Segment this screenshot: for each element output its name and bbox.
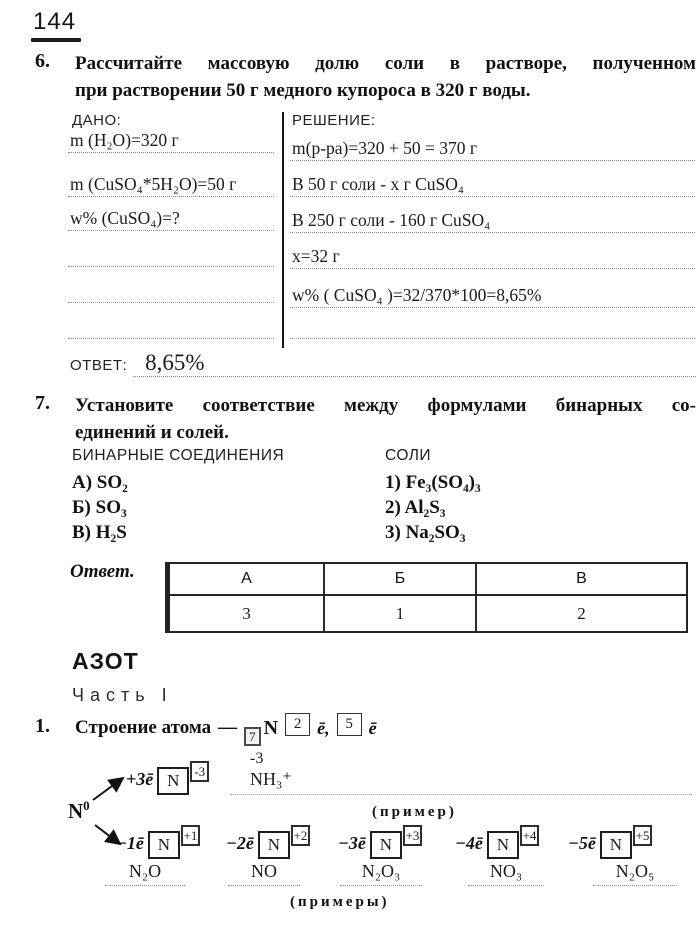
column-divider [282, 112, 284, 348]
loss-prefix: −4ē [455, 833, 483, 853]
answer-table-value-row [170, 596, 686, 631]
page-number: 144 [33, 8, 77, 35]
given-row[interactable]: w% (CuSO₄)=? [68, 197, 274, 231]
loss-unit-1 [116, 824, 200, 859]
loss-prefix: −5ē [568, 833, 596, 853]
salts-header: СОЛИ [385, 447, 432, 464]
list-item: А) SO₂ [72, 472, 128, 493]
given-row[interactable]: m (H₂O)=320 г [68, 128, 274, 153]
atom-structure-line [75, 713, 377, 743]
element-box[interactable]: N [487, 831, 519, 859]
list-item: 3) Na₂SO₃ [385, 522, 466, 543]
charge-box[interactable]: +4 [520, 825, 539, 846]
example-charge: -3 [250, 750, 264, 767]
problem7-statement [75, 392, 696, 446]
page-number-underline [31, 38, 81, 42]
gain-prefix: +3ē [126, 769, 154, 789]
answer-table-header-row [170, 564, 686, 596]
answer-word: Ответ. [70, 561, 135, 582]
solution-row[interactable]: w% ( CuSO₄ )=32/370*100=8,65% [290, 269, 695, 308]
list-item: 2) Al₂S₃ [385, 497, 446, 518]
examples-label: (примеры) [290, 894, 390, 910]
element-box[interactable]: N [600, 831, 632, 859]
electron-symbol: ē [368, 717, 377, 738]
table-value-b[interactable]: 1 [325, 596, 477, 631]
element-box[interactable]: N [148, 831, 180, 859]
list-item: В) H₂S [72, 522, 127, 543]
solution-column [290, 128, 695, 339]
shell2-box[interactable]: 5 [337, 713, 362, 736]
given-row-empty[interactable] [68, 231, 274, 267]
table-header-b: Б [325, 564, 477, 594]
problem6-statement-line2: при растворении 50 г медного купороса в 320 г воды. [75, 80, 531, 101]
loss-prefix: −1ē [116, 833, 144, 853]
binary-compounds-list [72, 470, 128, 545]
solution-row[interactable]: В 250 г соли - 160 г CuSO₄ [290, 197, 695, 233]
given-row[interactable]: m (CuSO₄*5H₂O)=50 г [68, 153, 274, 197]
charge-box[interactable]: +2 [291, 825, 310, 846]
loss-unit-2 [226, 824, 310, 859]
given-row-empty[interactable] [68, 267, 274, 303]
solution-row-empty[interactable] [290, 308, 695, 339]
charge-box[interactable]: +1 [181, 825, 200, 846]
list-item: Б) SO₃ [72, 497, 127, 518]
problem6-number: 6. [35, 50, 50, 72]
solution-row[interactable]: х=32 г [290, 233, 695, 269]
given-label: ДАНО: [72, 112, 122, 129]
table-header-v: В [576, 570, 587, 587]
oxide-formula-4[interactable]: NO₃ [468, 861, 544, 886]
gain-arrow [93, 778, 123, 800]
answer-value: 8,65% [145, 350, 205, 375]
dash: — [218, 717, 238, 738]
element-box[interactable]: N [370, 831, 402, 859]
problem7-statement-line2: единений и солей. [75, 422, 229, 443]
oxide-formula-2[interactable]: NO [228, 861, 300, 886]
oxidation-states-diagram [0, 748, 700, 930]
section-part: Часть I [72, 685, 173, 705]
charge-box[interactable]: +5 [633, 825, 652, 846]
gain-unit [126, 760, 209, 795]
charge-box[interactable]: -3 [190, 761, 209, 782]
loss-unit-4 [455, 824, 539, 859]
example-label: (пример) [372, 804, 457, 820]
section-title: АЗОТ [72, 648, 139, 674]
binary-compounds-header: БИНАРНЫЕ СОЕДИНЕНИЯ [72, 447, 285, 464]
problem7-statement-line1: Установите соответствие между формулами бинарных со- [75, 395, 696, 416]
loss-prefix: −3ē [338, 833, 366, 853]
oxide-formula-3[interactable]: N₂O₃ [340, 861, 422, 886]
item1-title: Строение атома [75, 717, 212, 738]
shell1-box[interactable]: 2 [285, 713, 310, 736]
electron-symbol: ē, [317, 717, 330, 738]
solution-label: РЕШЕНИЕ: [292, 112, 376, 129]
loss-unit-3 [338, 824, 422, 859]
element-box[interactable]: N [258, 831, 290, 859]
table-value-a[interactable]: 3 [170, 596, 325, 631]
solution-row[interactable]: В 50 г соли - х г CuSO₄ [290, 161, 695, 197]
proton-count-box[interactable]: 7 [244, 727, 261, 746]
answer-blank[interactable] [133, 350, 696, 377]
table-header-a: А [170, 564, 325, 594]
table-value-v[interactable]: 2 [577, 603, 586, 623]
loss-prefix: −2ē [226, 833, 254, 853]
answer-label: ОТВЕТ: [70, 357, 128, 374]
example-formula[interactable]: NH₃⁺ [250, 769, 292, 789]
answer-table [165, 562, 688, 633]
oxide-formula-5[interactable]: N₂O₅ [593, 861, 677, 886]
given-row-empty[interactable] [68, 303, 274, 339]
list-item: 1) Fe₃(SO₄)₃ [385, 472, 481, 493]
solution-row[interactable]: m(р-ра)=320 + 50 = 370 г [290, 128, 695, 161]
item1-number: 1. [35, 715, 50, 737]
charge-box[interactable]: +3 [403, 825, 422, 846]
salts-list [385, 470, 481, 545]
element-symbol: N [263, 716, 279, 739]
given-column [68, 128, 274, 339]
problem7-number: 7. [35, 392, 50, 414]
loss-unit-5 [568, 824, 652, 859]
element-box[interactable]: N [157, 767, 189, 795]
origin-atom: $N^0$ [68, 798, 90, 823]
oxide-formula-1[interactable]: N₂O [105, 861, 185, 886]
problem6-statement [75, 50, 696, 104]
problem6-statement-line1: Рассчитайте массовую долю соли в растворе, полученном [75, 53, 696, 74]
example-blank-line[interactable] [230, 794, 692, 795]
answer-line [70, 350, 696, 377]
